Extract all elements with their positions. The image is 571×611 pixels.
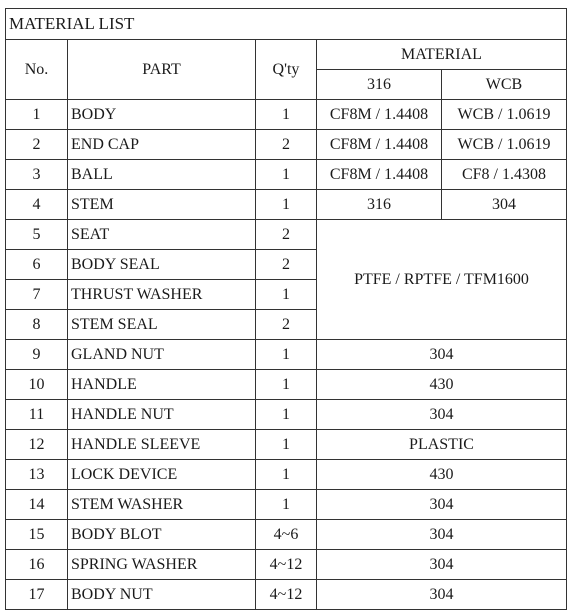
row-material-316: CF8M / 1.4408: [317, 130, 442, 160]
row-part: BODY: [68, 100, 256, 130]
row-qty: 2: [256, 250, 317, 280]
table-row: [6, 550, 567, 580]
row-no: 16: [6, 550, 68, 580]
row-material-wcb: 304: [442, 190, 567, 220]
row-no: 4: [6, 190, 68, 220]
row-material: 430: [317, 460, 567, 490]
row-no: 12: [6, 430, 68, 460]
row-qty: 1: [256, 190, 317, 220]
row-material-merged: PTFE / RPTFE / TFM1600: [317, 220, 567, 340]
row-no: 3: [6, 160, 68, 190]
row-qty: 1: [256, 400, 317, 430]
header-material: MATERIAL: [317, 40, 567, 70]
row-material: 304: [317, 340, 567, 370]
row-qty: 4~6: [256, 520, 317, 550]
table-row: [6, 370, 567, 400]
table-row: [6, 100, 567, 130]
table-row: [6, 580, 567, 610]
row-qty: 1: [256, 160, 317, 190]
table-row: [6, 130, 567, 160]
row-part: BODY BLOT: [68, 520, 256, 550]
row-part: THRUST WASHER: [68, 280, 256, 310]
material-list-table: [5, 8, 567, 610]
row-no: 13: [6, 460, 68, 490]
row-qty: 4~12: [256, 550, 317, 580]
row-part: BALL: [68, 160, 256, 190]
row-part: STEM WASHER: [68, 490, 256, 520]
row-part: HANDLE: [68, 370, 256, 400]
row-no: 14: [6, 490, 68, 520]
row-material-wcb: CF8 / 1.4308: [442, 160, 567, 190]
row-no: 9: [6, 340, 68, 370]
row-material: 304: [317, 490, 567, 520]
row-part: SPRING WASHER: [68, 550, 256, 580]
table-row: [6, 160, 567, 190]
row-material-wcb: WCB / 1.0619: [442, 130, 567, 160]
header-qty: Q'ty: [256, 40, 317, 100]
table-row: [6, 430, 567, 460]
row-part: STEM: [68, 190, 256, 220]
row-qty: 2: [256, 220, 317, 250]
row-material: 304: [317, 400, 567, 430]
row-qty: 1: [256, 370, 317, 400]
row-no: 17: [6, 580, 68, 610]
table-row: [6, 190, 567, 220]
row-no: 5: [6, 220, 68, 250]
table-row: [6, 400, 567, 430]
row-qty: 1: [256, 430, 317, 460]
row-no: 8: [6, 310, 68, 340]
row-qty: 2: [256, 130, 317, 160]
table-row: [6, 220, 567, 250]
table-title: MATERIAL LIST: [6, 9, 567, 40]
row-part: GLAND NUT: [68, 340, 256, 370]
row-qty: 2: [256, 310, 317, 340]
header-part: PART: [68, 40, 256, 100]
header-material-316: 316: [317, 70, 442, 100]
row-no: 11: [6, 400, 68, 430]
row-part: LOCK DEVICE: [68, 460, 256, 490]
table-row: [6, 520, 567, 550]
row-part: END CAP: [68, 130, 256, 160]
row-no: 7: [6, 280, 68, 310]
row-no: 10: [6, 370, 68, 400]
row-qty: 1: [256, 460, 317, 490]
table-row: [6, 490, 567, 520]
row-material-316: CF8M / 1.4408: [317, 100, 442, 130]
row-material: 304: [317, 580, 567, 610]
row-material: PLASTIC: [317, 430, 567, 460]
row-part: BODY SEAL: [68, 250, 256, 280]
row-material-316: 316: [317, 190, 442, 220]
row-material-316: CF8M / 1.4408: [317, 160, 442, 190]
header-material-wcb: WCB: [442, 70, 567, 100]
row-part: SEAT: [68, 220, 256, 250]
row-part: BODY NUT: [68, 580, 256, 610]
row-no: 2: [6, 130, 68, 160]
header-no: No.: [6, 40, 68, 100]
row-qty: 1: [256, 100, 317, 130]
row-qty: 1: [256, 340, 317, 370]
row-material-wcb: WCB / 1.0619: [442, 100, 567, 130]
row-qty: 4~12: [256, 580, 317, 610]
row-qty: 1: [256, 490, 317, 520]
table-row: [6, 460, 567, 490]
row-no: 1: [6, 100, 68, 130]
row-material: 430: [317, 370, 567, 400]
row-part: STEM SEAL: [68, 310, 256, 340]
row-no: 6: [6, 250, 68, 280]
row-no: 15: [6, 520, 68, 550]
row-part: HANDLE NUT: [68, 400, 256, 430]
row-qty: 1: [256, 280, 317, 310]
row-part: HANDLE SLEEVE: [68, 430, 256, 460]
row-material: 304: [317, 550, 567, 580]
row-material: 304: [317, 520, 567, 550]
table-row: [6, 340, 567, 370]
